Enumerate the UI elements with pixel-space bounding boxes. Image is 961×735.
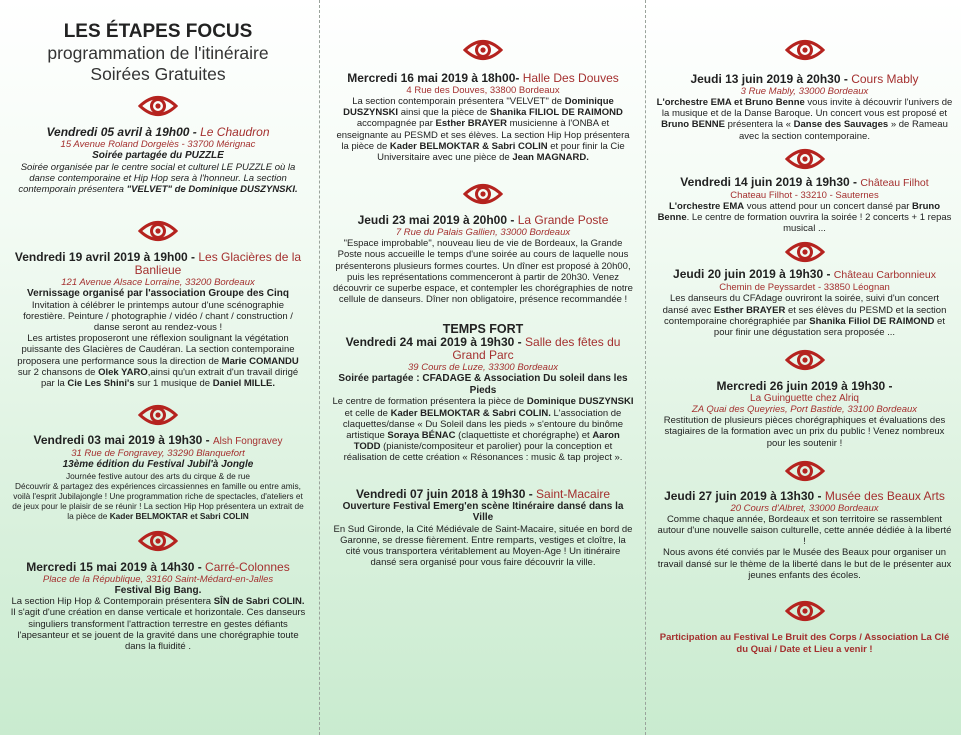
event-glacieres — [10, 251, 306, 389]
event-date: Mercredi 15 mai 2019 à 14h30 - Carré-Colonnes — [26, 559, 290, 574]
event-fongravey — [10, 434, 306, 521]
event-date: Vendredi 07 juin 2018 à 19h30 - Saint-Macaire — [355, 486, 611, 501]
event-saint-macaire — [332, 488, 634, 569]
page-subtitle: programmation de l'itinéraire — [47, 43, 269, 63]
event-grande-poste — [332, 214, 634, 305]
event-address: Place de la République, 33160 Saint-Médard-en-Jalles — [42, 573, 274, 585]
event-address: 4 Rue des Douves, 33800 Bordeaux — [406, 85, 560, 96]
event-description: Le centre de formation présentera la pièce de Dominique DUSZYNSKI et celle de Kader BELMOKTAR & Sabri COLIN. L'association de claquettes/danse « Du Soleil dans les pieds » s'entoure du binôme artistique Soraya BÉNAC (claquettiste et chorégraphe) et Aaron TODD (pianiste/compositeur et parolier) pour la conception et réalisation de cette création « Résonances : music & tap project ». — [332, 396, 634, 464]
event-cours-mably — [656, 73, 953, 142]
page-subtitle-2: Soirées Gratuites — [90, 64, 226, 84]
event-subtitle: Soirée partagée du PUZZLE — [92, 150, 224, 161]
event-venue: Carré-Colonnes — [205, 559, 290, 574]
event-address: 3 Rue Mably, 33000 Bordeaux — [740, 86, 869, 97]
event-venue: Saint-Macaire — [536, 486, 611, 501]
event-description: Journée festive autour des arts du cirque & de rue — [65, 470, 251, 481]
event-venue: Halle Des Douves — [522, 71, 619, 85]
eye-icon — [463, 180, 503, 208]
eye-icon — [785, 145, 825, 173]
event-address: 7 Rue du Palais Gallien, 33000 Bordeaux — [395, 227, 571, 239]
temps-fort-label: TEMPS FORT — [442, 322, 524, 337]
event-date: Jeudi 13 juin 2019 à 20h30 - Cours Mably — [690, 72, 919, 86]
event-address: Chateau Filhot - 33210 - Sauternes — [730, 189, 879, 201]
column-right — [648, 0, 961, 735]
event-description: Soirée organisée par le centre social et culturel LE PUZZLE où la danse contemporaine et Hip Hop sera à l'honneur. La section contemporain présentera "VELVET" de Dominique DUSZYNSKI. — [18, 161, 298, 195]
page-title: LES ÉTAPES FOCUS — [63, 21, 253, 42]
event-description: En Sud Gironde, la Cité Médiévale de Saint-Macaire, située en bord de Garonne, se dresse fièrement. Entre remparts, vestiges et cloître, la cité vous transportera véritablement au Moyen-Age ! Un itinéraire dansé sera organisé pour vous faire découvrir la ville. — [333, 523, 633, 569]
event-chateau-carbonnieux — [656, 268, 953, 338]
event-date: Jeudi 20 juin 2019 à 19h30 - Château Carbonnieux — [673, 267, 936, 282]
event-date: Vendredi 05 avril à 19h00 - Le Chaudron — [46, 125, 270, 139]
eye-icon — [138, 527, 178, 555]
eye-icon — [785, 346, 825, 374]
event-description: La section Hip Hop & Contemporain présentera SÎN de Sabri COLIN. Il s'agit d'une création en danse verticale et horizontale. Ces danseurs singuliers transforment l'attraction terrestre en gestes défiants l'apesanteur et se jouent de la gravité dans une chorégraphie toute dans la fluidité . — [10, 596, 306, 653]
event-description: La section contemporain présentera "VELVET" de Dominique DUSZYNSKI ainsi que la pièce de Shanika FILIOL DE RAIMOND accompagnée par Esther BRAYER musicienne à l'ONBA et enseignante au PESMD et ses élèves. La section Hip Hop présentera la pièce de Kader BELMOKTAR & Sabri COLIN et pour finir la Cie Universitaire avec une pièce de Jean MAGNARD. — [336, 96, 630, 164]
event-carre-colonnes — [10, 561, 306, 653]
event-description: L'orchestre EMA et Bruno Benne vous invite à découvrir l'univers de la musique et de la Danse Baroque. Un concert vous est proposé et Bruno BENNE présentera la « Danse des Sauvages » de Rameau avec la section contemporaine. — [656, 97, 953, 142]
event-venue: Alsh Fongravey — [212, 436, 283, 448]
event-venue: Le Chaudron — [200, 125, 270, 139]
footer-note: Participation au Festival Le Bruit des Corps / Association La Clé du Quai / Date et Lieu a venir ! — [659, 632, 950, 655]
event-venue: Les Glacières de la Banlieue — [134, 250, 302, 278]
event-venue: La Guinguette chez Alriq — [750, 393, 859, 405]
event-date: Mercredi 16 mai 2019 à 18h00- Halle Des Douves — [347, 71, 619, 85]
event-douves — [332, 72, 634, 163]
event-description: Restitution de plusieurs pièces chorégraphiques et évaluations des stagiaires de la formation avec un prix du public ! Venez nombreux pour les soutenir ! — [663, 415, 946, 449]
event-date: Vendredi 03 mai 2019 à 19h30 - Alsh Fongravey — [33, 433, 283, 448]
event-date: Jeudi 23 mai 2019 à 20h00 - La Grande Poste — [357, 213, 609, 228]
event-description-2: Les artistes proposeront une réflexion soulignant la végétation puissante des Glacières de Caudéran. La section contemporaine proposera une performance sous la direction de Marie COMANDU sur 2 chansons de Olek YARO,ainsi qu'un extrait d'un travail dirigé par la Cie Les Shini's sur 1 musique de Daniel MILLE. — [17, 333, 299, 390]
column-divider — [645, 0, 646, 735]
event-musee-beaux-arts — [656, 490, 953, 581]
event-date: Jeudi 27 juin 2019 à 13h30 - Musée des Beaux Arts — [664, 488, 945, 503]
event-description: L'orchestre EMA vous attend pour un concert dansé par Bruno Benne. Le centre de formation ouvrira la soirée ! 2 concerts + 1 repas musical ... — [657, 200, 952, 235]
event-grand-parc — [332, 322, 634, 463]
event-address: ZA Quai des Queyries, Port Bastide, 33100 Bordeaux — [691, 404, 918, 416]
event-description: Les danseurs du CFAdage ouvriront la soirée, suivi d'un concert dansé avec Esther BRAYER et ses élèves du PESMD et la section contemporaine chorégraphiée par Shanika Filiol DE RAIMOND et pour finir une dégustation sera proposée ... — [662, 293, 947, 339]
event-chaudron — [10, 126, 306, 195]
event-venue: Salle des fêtes du Grand Parc — [452, 335, 621, 363]
event-description: Comme chaque année, Bordeaux et son territoire se rassemblent autour d'une nouvelle saison culturelle, cette année dédiée à la liberté ! — [657, 513, 952, 548]
event-subtitle: 13ème édition du Festival Jubil'à Jongle — [62, 459, 254, 471]
eye-icon — [785, 457, 825, 485]
column-left — [0, 0, 318, 735]
event-venue: Château Filhot — [860, 176, 929, 189]
event-subtitle: Ouverture Festival Emerg'en scène Itinéraire dansé dans la Ville — [342, 500, 624, 524]
event-date: Vendredi 24 mai 2019 à 19h30 - Salle des fêtes du Grand Parc — [345, 335, 621, 363]
event-address: 20 Cours d'Albret, 33000 Bordeaux — [730, 502, 879, 514]
event-venue: La Grande Poste — [517, 213, 609, 228]
event-venue: Musée des Beaux Arts — [824, 488, 945, 503]
event-date: Mercredi 26 juin 2019 à 19h30 - — [716, 379, 893, 394]
eye-icon — [785, 238, 825, 266]
event-address: 15 Avenue Roland Dorgelès - 33700 Mérignac — [60, 139, 256, 150]
eye-icon — [785, 597, 825, 625]
event-description: "Espace improbable", nouveau lieu de vie de Bordeaux, la Grande Poste nous accueille le temps d'une soirée au cours de laquelle nous présenterons plusieurs formes courtes. Un dîner est proposé à 20h00, puis les représentations commenceront à partir de 20h30. Venez découvrir ce superbe espace, et contempler les chorégraphies de notre cellule de danseurs. Dîner non obligatoire, présence recommandée ! — [333, 238, 633, 306]
eye-icon — [138, 401, 178, 429]
event-description-2: Nous avons été conviés par le Musée des Beaux pour organiser un travail dansé sur le thème de la liberté dans le but de le présenter aux jeunes enfants des écoles. — [657, 547, 952, 581]
event-chateau-filhot — [656, 176, 953, 235]
event-address: 39 Cours de Luze, 33300 Bordeaux — [408, 362, 558, 374]
eye-icon — [463, 36, 503, 64]
event-description-2: Découvrir & partagez des expériences circassiennes en famille ou entre amis, voilà l'esprit Jubilajongle ! Une programmation riche de spectacles, d'ateliers et de jeux pour le plaisir de se réunir ! La section Hip Hop présentera un extrait de la pièce de Kader BELMOKTAR et Sabri COLIN — [12, 480, 304, 521]
event-description: Invitation à célébrer le printemps autour d'une scénographie forestière. Peinture / photographie / vidéo / chant / construction / danse seront au rendez-vous ! — [23, 299, 293, 334]
event-address: 31 Rue de Fongravey, 33290 Blanquefort — [71, 448, 245, 460]
event-subtitle: Vernissage organisé par l'association Groupe des Cinq — [27, 288, 289, 300]
event-date: Vendredi 14 juin 2019 à 19h30 - Château Filhot — [680, 174, 929, 189]
event-subtitle: Soirée partagée : CFADAGE & Association Du soleil dans les Pieds — [338, 373, 628, 396]
column-middle — [322, 0, 644, 735]
eye-icon — [785, 36, 825, 64]
event-address: 121 Avenue Alsace Lorraine, 33200 Bordeaux — [61, 277, 255, 289]
event-venue: Château Carbonnieux — [833, 269, 936, 282]
column-divider — [319, 0, 320, 735]
event-guinguette — [656, 380, 953, 449]
event-subtitle: Festival Big Bang. — [114, 584, 202, 596]
event-date: Vendredi 19 avril 2019 à 19h00 - Les Glacières de la Banlieue — [14, 250, 302, 278]
eye-icon — [138, 217, 178, 245]
event-venue: Cours Mably — [851, 72, 919, 86]
eye-icon — [138, 92, 178, 120]
event-address: Chemin de Peyssardet - 33850 Léognan — [719, 282, 890, 294]
